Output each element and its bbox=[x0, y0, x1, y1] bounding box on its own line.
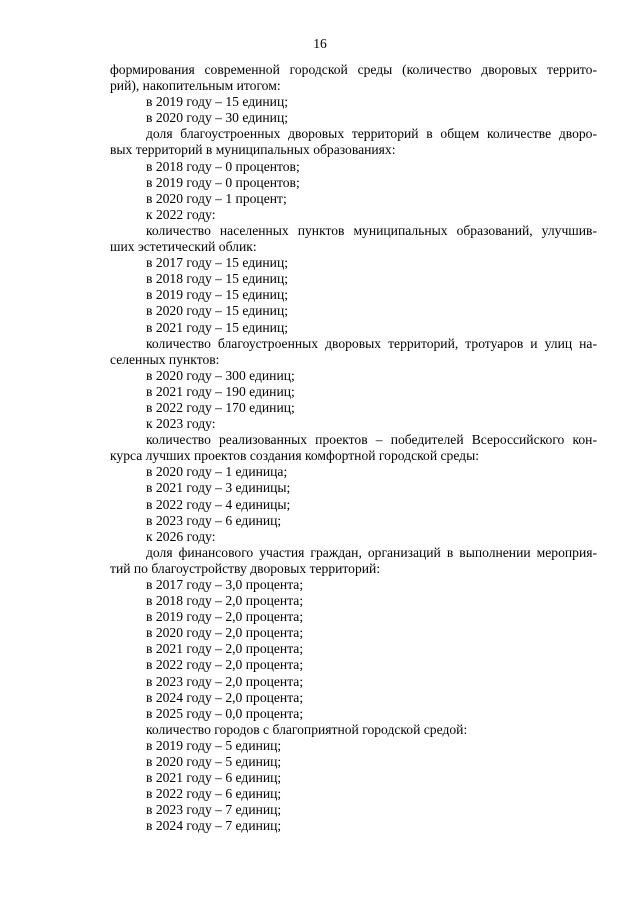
text-line: рий), накопительным итогом: bbox=[110, 78, 281, 94]
text-line: в 2021 году – 190 единиц; bbox=[146, 383, 295, 399]
text-line: доля благоустроенных дворовых территорий в общем количестве дворо- bbox=[146, 126, 597, 142]
page-number: 16 bbox=[313, 36, 327, 51]
text-line: курса лучших проектов создания комфортной городской среды: bbox=[110, 448, 480, 464]
text-line: в 2017 году – 3,0 процента; bbox=[146, 577, 304, 592]
text-line: в 2019 году – 5 единиц; bbox=[146, 737, 282, 753]
text-line: в 2022 году – 4 единицы; bbox=[146, 496, 291, 512]
text-line: в 2019 году – 15 единиц; bbox=[146, 94, 288, 110]
text-line: в 2019 году – 15 единиц; bbox=[146, 287, 288, 303]
text-line: в 2022 году – 170 единиц; bbox=[146, 399, 295, 415]
text-line: доля финансового участия граждан, организаций в выполнении мероприя- bbox=[146, 544, 597, 560]
text-line: в 2021 году – 3 единицы; bbox=[146, 480, 291, 496]
text-line: в 2018 году – 2,0 процента; bbox=[146, 593, 304, 609]
text-line: в 2024 году – 7 единиц; bbox=[146, 818, 282, 834]
document-body bbox=[110, 62, 597, 835]
text-line: в 2020 году – 5 единиц; bbox=[146, 754, 282, 770]
text-line: в 2020 году – 30 единиц; bbox=[146, 110, 288, 126]
text-line: в 2021 году – 2,0 процента; bbox=[146, 641, 304, 657]
text-line: в 2019 году – 0 процентов; bbox=[146, 174, 300, 190]
text-line: в 2022 году – 2,0 процента; bbox=[146, 657, 304, 673]
text-line: к 2026 году: bbox=[146, 528, 216, 544]
text-line: в 2024 году – 2,0 процента; bbox=[146, 689, 304, 705]
text-line: к 2022 году: bbox=[146, 206, 216, 222]
text-line: в 2017 году – 15 единиц; bbox=[146, 255, 288, 271]
text-line: в 2023 году – 2,0 процента; bbox=[146, 673, 304, 689]
text-line: в 2020 году – 1 единица; bbox=[146, 464, 288, 480]
text-line: в 2023 году – 7 единиц; bbox=[146, 802, 282, 818]
text-line: в 2023 году – 6 единиц; bbox=[146, 512, 282, 528]
text-line: в 2022 году – 6 единиц; bbox=[146, 786, 282, 802]
text-line: ших эстетический облик: bbox=[110, 239, 257, 255]
text-line: в 2020 году – 2,0 процента; bbox=[146, 625, 304, 641]
text-line: в 2021 году – 15 единиц; bbox=[146, 319, 288, 335]
text-line: в 2018 году – 0 процентов; bbox=[146, 158, 300, 174]
text-line: количество городов с благоприятной городской средой: bbox=[146, 721, 468, 737]
text-line: тий по благоустройству дворовых территорий: bbox=[110, 560, 381, 576]
text-line: количество реализованных проектов – победителей Всероссийского кон- bbox=[146, 432, 597, 448]
text-line: к 2023 году: bbox=[146, 416, 216, 432]
text-line: в 2021 году – 6 единиц; bbox=[146, 770, 282, 786]
text-line: в 2025 году – 0,0 процента; bbox=[146, 705, 304, 721]
text-line: в 2020 году – 300 единиц; bbox=[146, 367, 295, 383]
text-line: количество благоустроенных дворовых территорий, тротуаров и улиц на- bbox=[146, 335, 597, 351]
text-line: в 2020 году – 1 процент; bbox=[146, 190, 287, 206]
text-line: количество населенных пунктов муниципальных образований, улучшив- bbox=[146, 222, 597, 238]
text-line: селенных пунктов: bbox=[110, 351, 220, 367]
text-line: в 2019 году – 2,0 процента; bbox=[146, 609, 304, 625]
text-line: в 2018 году – 15 единиц; bbox=[146, 271, 288, 287]
text-line: в 2020 году – 15 единиц; bbox=[146, 303, 288, 319]
text-line: вых территорий в муниципальных образованиях: bbox=[110, 142, 396, 158]
text-line: формирования современной городской среды (количество дворовых террито- bbox=[110, 62, 597, 77]
